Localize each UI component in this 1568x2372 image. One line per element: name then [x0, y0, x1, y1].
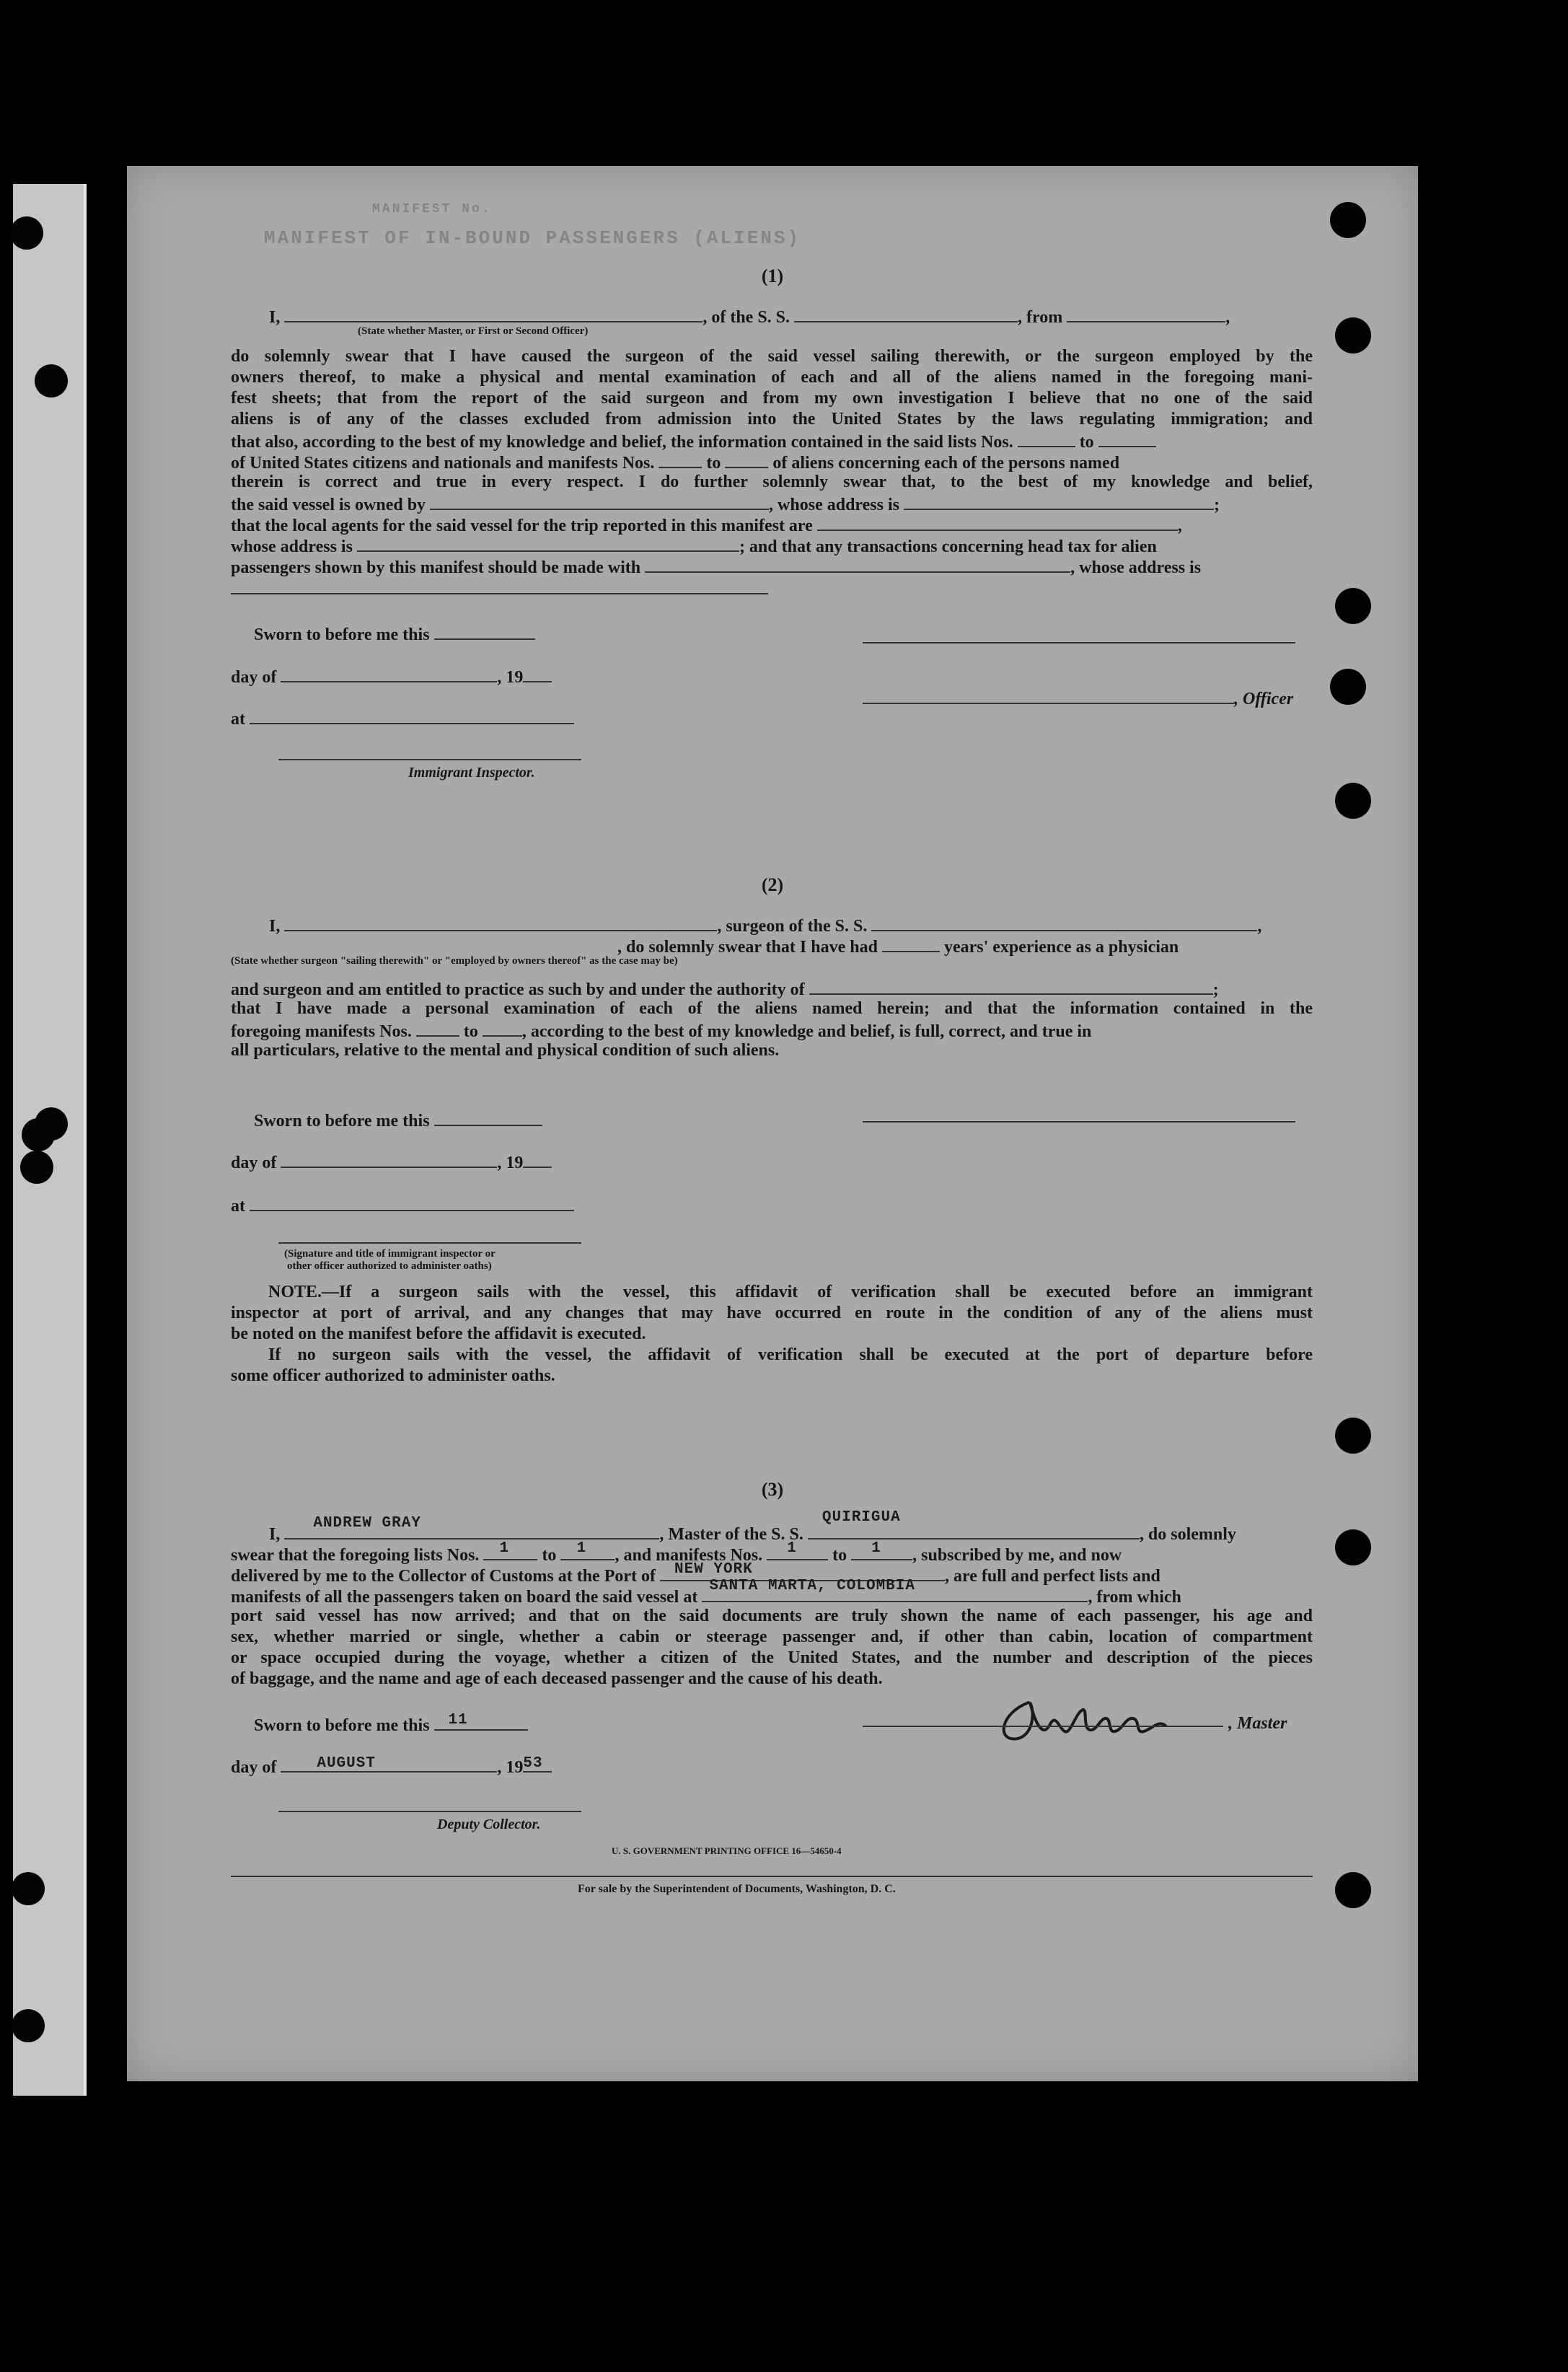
punch-hole	[35, 364, 68, 397]
s3-sworn: Sworn to before me this 11	[254, 1713, 528, 1736]
s1-body-4: aliens is of any of the classes excluded from admission into the United States by the laws regulating immigration; and	[231, 410, 1313, 429]
sworn-day-stamp: 11	[448, 1712, 468, 1729]
s2-line-i: I, , surgeon of the S. S. ,	[269, 914, 1261, 936]
s1-sworn: Sworn to before me this	[254, 623, 535, 645]
s2-line-4: that I have made a personal examination of each of the aliens named herein; and that the information contained in the	[231, 999, 1313, 1018]
section-2-number: (2)	[761, 874, 784, 895]
immigrant-inspector-label: Immigrant Inspector.	[408, 765, 535, 781]
master-name-stamp: ANDREW GRAY	[313, 1515, 421, 1532]
sig-note: other officer authorized to administer oaths)	[287, 1260, 492, 1272]
s1-line-agents: that the local agents for the said vessel for the trip reported in this manifest are ,	[231, 514, 1182, 536]
note-line-4: If no surgeon sails with the vessel, the affidavit of verification shall be executed at the port of departure before	[268, 1345, 1313, 1364]
s3-line-delivered: delivered by me to the Collector of Customs at the Port of NEW YORK , are full and perfect lists and	[231, 1561, 1160, 1586]
departure-port-stamp: SANTA MARTA, COLOMBIA	[709, 1578, 915, 1594]
s3-line-swear: swear that the foregoing lists Nos. 1 to 1 , and manifests Nos. 1 to 1 , subscribed by me, and now	[231, 1540, 1122, 1565]
for-sale-note: For sale by the Superintendent of Documents, Washington, D. C.	[578, 1883, 896, 1895]
officer-signature-line	[863, 642, 1295, 643]
lists-to-stamp: 1	[576, 1540, 587, 1557]
section-1-number: (1)	[761, 265, 784, 286]
s2-sworn: Sworn to before me this	[254, 1109, 542, 1131]
punch-hole	[1335, 1529, 1371, 1565]
punch-hole	[1335, 1872, 1371, 1908]
month-stamp: AUGUST	[317, 1755, 376, 1772]
deputy-collector-label: Deputy Collector.	[437, 1817, 541, 1832]
punch-hole	[1335, 317, 1371, 353]
lists-from-stamp: 1	[499, 1540, 510, 1557]
rule	[231, 593, 768, 594]
manifests-from-stamp: 1	[787, 1540, 797, 1557]
punch-hole	[20, 1151, 53, 1184]
s3-line-sex: sex, whether married or single, whether a cabin or steerage passenger and, if other than cabin, location of compartment	[231, 1628, 1313, 1646]
note-line-3: be noted on the manifest before the affidavit is executed.	[231, 1325, 646, 1343]
s2-day-of: day of , 19	[231, 1151, 552, 1173]
punch-hole	[22, 1118, 55, 1151]
punch-hole	[12, 2009, 45, 2042]
s2-line-5: foregoing manifests Nos. to , according to the best of my knowledge and belief, is full, correct, and true in	[231, 1019, 1091, 1042]
year-stamp: 53	[523, 1755, 543, 1772]
master-label: , Master	[1228, 1714, 1287, 1733]
s3-line-space: or space occupied during the voyage, whether a citizen of the United States, and the number and description of the pieces	[231, 1648, 1313, 1667]
inspector-signature-line	[278, 759, 581, 760]
s1-line-lists: that also, according to the best of my knowledge and belief, the information contained in the said lists Nos. to	[231, 430, 1156, 452]
s3-day-of: day of AUGUST , 19 53	[231, 1755, 552, 1778]
punch-hole	[1330, 202, 1366, 238]
punch-hole	[12, 1872, 45, 1905]
s3-line-manifests: manifests of all the passengers taken on board the said vessel at SANTA MARTA, COLOMBIA , from which	[231, 1578, 1181, 1607]
surgeon-note: (State whether surgeon "sailing therewith" or "employed by owners thereof" as the case may be)	[231, 955, 678, 967]
s2-line-2: , do solemnly swear that I have had years' experience as a physician	[617, 935, 1179, 957]
footer-rule	[231, 1876, 1313, 1877]
s1-line-us: of United States citizens and nationals and manifests Nos. to of aliens concerning each of the persons named	[231, 451, 1119, 473]
s1-day-of: day of , 19	[231, 665, 552, 688]
s3-line-port: port said vessel has now arrived; and that on the said documents are truly shown the name of each passenger, his age and	[231, 1607, 1313, 1625]
note-line-5: some officer authorized to administer oaths.	[231, 1366, 555, 1385]
s2-line-3: and surgeon and am entitled to practice as such by and under the authority of ;	[231, 978, 1219, 1000]
officer-signature-line	[278, 1242, 581, 1244]
note-line-2: inspector at port of arrival, and any changes that may have occurred en route in the condition of any of the aliens must	[231, 1304, 1313, 1322]
s2-line-6: all particulars, relative to the mental and physical condition of such aliens.	[231, 1041, 780, 1060]
punch-hole	[1330, 669, 1366, 705]
s1-line-correct: therein is correct and true in every respect. I do further solemnly swear that, to the best of my knowledge and belief,	[231, 473, 1313, 491]
s3-line-baggage: of baggage, and the name and age of each deceased passenger and the cause of his death.	[231, 1669, 883, 1688]
officer-note: (State whether Master, or First or Second Officer)	[358, 325, 589, 337]
s3-line-master: I, ANDREW GRAY , Master of the S. S. QUIRIGUA , do solemnly	[269, 1509, 1236, 1544]
s2-at: at	[231, 1194, 574, 1216]
section-3-number: (3)	[761, 1479, 784, 1500]
s1-body-3: fest sheets; that from the report of the said surgeon and from my own investigation I believe that no one of the said	[231, 389, 1313, 408]
ship-name-stamp: QUIRIGUA	[822, 1509, 901, 1526]
bleed-through-text: MANIFEST No.	[372, 202, 492, 216]
s1-line-pass: passengers shown by this manifest should be made with , whose address is	[231, 555, 1201, 578]
surgeon-signature-line	[863, 1121, 1295, 1123]
punch-hole	[1335, 588, 1371, 624]
sig-note: (Signature and title of immigrant inspector or	[284, 1248, 495, 1260]
printing-office-note: U. S. GOVERNMENT PRINTING OFFICE 16—54650-4	[612, 1845, 842, 1856]
master-signature	[985, 1674, 1216, 1753]
manifests-to-stamp: 1	[871, 1540, 881, 1557]
master-signature-line	[863, 1726, 1223, 1727]
punch-hole	[1335, 783, 1371, 819]
s1-body-2: owners thereof, to make a physical and mental examination of each and all of the aliens named in the foregoing mani-	[231, 368, 1313, 387]
bleed-through-text: MANIFEST OF IN-BOUND PASSENGERS (ALIENS)	[264, 227, 801, 249]
s1-officer: , Officer	[863, 687, 1293, 709]
deputy-signature-line	[278, 1811, 581, 1812]
s1-body-1: do solemnly swear that I have caused the surgeon of the said vessel sailing therewith, or the surgeon employed by the	[231, 347, 1313, 366]
s1-at: at	[231, 707, 574, 729]
s1-line-owned: the said vessel is owned by , whose address is ;	[231, 493, 1220, 515]
port-stamp: NEW YORK	[674, 1561, 753, 1578]
punch-hole	[1335, 1418, 1371, 1454]
manifest-back-page	[127, 166, 1418, 2081]
s1-line-addr: whose address is ; and that any transactions concerning head tax for alien	[231, 535, 1157, 557]
s1-line-i: I, , of the S. S. , from ,	[269, 305, 1230, 328]
punch-hole	[10, 216, 43, 250]
note-line-1: NOTE.—If a surgeon sails with the vessel, this affidavit of verification shall be executed before an immigrant	[268, 1283, 1313, 1301]
